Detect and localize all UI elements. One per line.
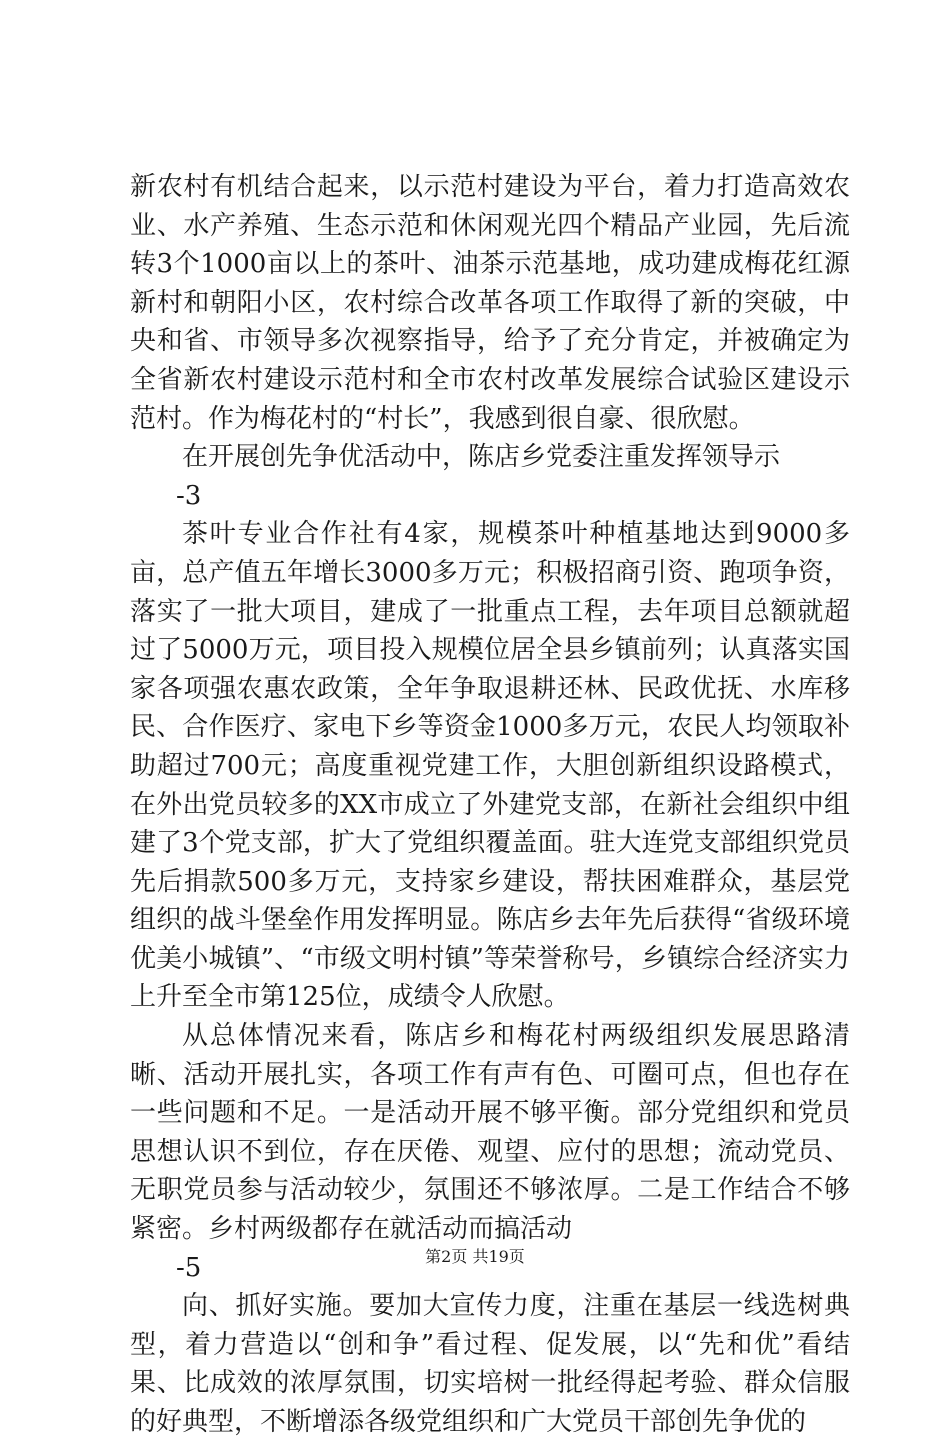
paragraph-5: 向、抓好实施。要加大宣传力度，注重在基层一线选树典型，着力营造以“创和争”看过程、促发展，以“先和优”看结果、比成效的浓厚氛围，切实培树一批经得起考验、群众信服的好典型，不断增添各级党组织和广大党员干部创先争优的 <box>130 1291 850 1437</box>
paragraph-3: 茶叶专业合作社有4家，规模茶叶种植基地达到9000多亩，总产值五年增长3000多万元；积极招商引资、跑项争资，落实了一批大项目，建成了一批重点工程，去年项目总额就超过了5000万元，项目投入规模位居全县乡镇前列；认真落实国家各项强农惠农政策，全年争取退耕还林、民政优抚、水库移民、合作医疗、家电下乡等资金1000多万元，农民人均领取补助超过700元；高度重视党建工作，大胆创新组织设路模式，在外出党员较多的XX市成立了外建党支部，在新社会组织中组建了3个党支部，扩大了党组织覆盖面。驻大连党支部组织党员先后捐款500多万元，支持家乡建设，帮扶困难群众，基层党组织的战斗堡垒作用发挥明显。陈店乡去年先后获得“省级环境优美小城镇”、“市级文明村镇”等荣誉称号，乡镇综合经济实力上升至全市第125位，成绩令人欣慰。 <box>130 519 850 1013</box>
page-footer: 第2页 共19页 <box>425 1247 525 1266</box>
page-marker-3: -3 <box>176 480 202 511</box>
page-marker-5: -5 <box>176 1252 202 1283</box>
paragraph-4: 从总体情况来看，陈店乡和梅花村两级组织发展思路清晰、活动开展扎实，各项工作有声有色、可圈可点，但也存在一些问题和不足。一是活动开展不够平衡。部分党组织和党员思想认识不到位，存在厌倦、观望、应付的思想；流动党员、无职党员参与活动较少，氛围还不够浓厚。二是工作结合不够紧密。乡村两级都存在就活动而搞活动 <box>130 1021 850 1245</box>
paragraph-2: 在开展创先争优活动中，陈店乡党委注重发挥领导示 <box>182 442 781 473</box>
paragraph-1: 新农村有机结合起来，以示范村建设为平台，着力打造高效农业、水产养殖、生态示范和休闲观光四个精品产业园，先后流转3个1000亩以上的茶叶、油茶示范基地，成功建成梅花红源新村和朝阳小区，农村综合改革各项工作取得了新的突破，中央和省、市领导多次视察指导，给予了充分肯定，并被确定为全省新农村建设示范村和全市农村改革发展综合试验区建设示范村。作为梅花村的“村长”，我感到很自豪、很欣慰。 <box>130 172 850 434</box>
